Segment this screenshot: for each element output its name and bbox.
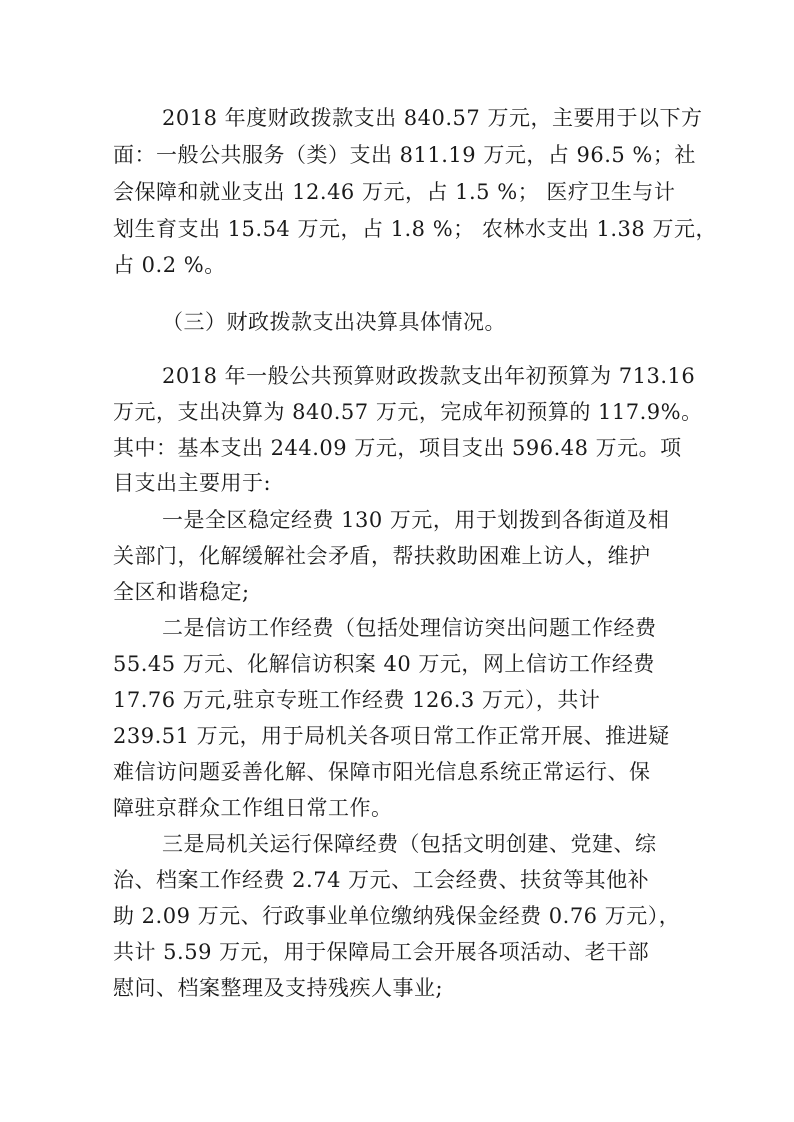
text-line: 目支出主要用于:: [113, 471, 272, 495]
text-line: 慰问、档案整理及支持残疾人事业;: [113, 976, 444, 1000]
text-line: 一是全区稳定经费 130 万元，用于划拨到各街道及相: [162, 508, 670, 532]
text-line: 划生育支出 15.54 万元，占 1.8 %； 农林水支出 1.38 万元，: [113, 217, 717, 241]
text-line: 治、档案工作经费 2.74 万元、工会经费、扶贫等其他补: [113, 868, 650, 892]
text-line: 占 0.2 %。: [113, 253, 226, 277]
text-line: 共计 5.59 万元，用于保障局工会开展各项活动、老干部: [113, 940, 650, 964]
text-line: 55.45 万元、化解信访积案 40 万元，网上信访工作经费: [113, 652, 655, 676]
text-line: 关部门，化解缓解社会矛盾，帮扶救助困难上访人，维护: [113, 544, 651, 568]
text-line: 难信访问题妥善化解、保障市阳光信息系统正常运行、保: [113, 760, 651, 784]
section-heading: （三）财政拨款支出决算具体情况。: [162, 310, 506, 334]
text-line: 其中：基本支出 244.09 万元，项目支出 596.48 万元。项: [113, 436, 682, 460]
text-line: 二是信访工作经费（包括处理信访突出问题工作经费: [162, 616, 657, 640]
text-line: 17.76 万元,驻京专班工作经费 126.3 万元），共计: [113, 688, 601, 712]
text-line: 239.51 万元，用于局机关各项日常工作正常开展、推进疑: [113, 724, 670, 748]
text-line: 全区和谐稳定;: [113, 580, 250, 604]
text-line: 面：一般公共服务（类）支出 811.19 万元，占 96.5 %；社: [113, 143, 696, 167]
text-line: 2018 年一般公共预算财政拨款支出年初预算为 713.16: [162, 364, 696, 388]
text-line: 万元，支出决算为 840.57 万元，完成年初预算的 117.9%。: [113, 400, 703, 424]
text-line: 2018 年度财政拨款支出 840.57 万元，主要用于以下方: [162, 106, 703, 130]
text-line: 障驻京群众工作组日常工作。: [113, 796, 393, 820]
text-line: 助 2.09 万元、行政事业单位缴纳残保金经费 0.76 万元），: [113, 904, 681, 928]
text-line: 会保障和就业支出 12.46 万元，占 1.5 %； 医疗卫生与计: [113, 180, 676, 204]
text-line: 三是局机关运行保障经费（包括文明创建、党建、综: [162, 832, 657, 856]
